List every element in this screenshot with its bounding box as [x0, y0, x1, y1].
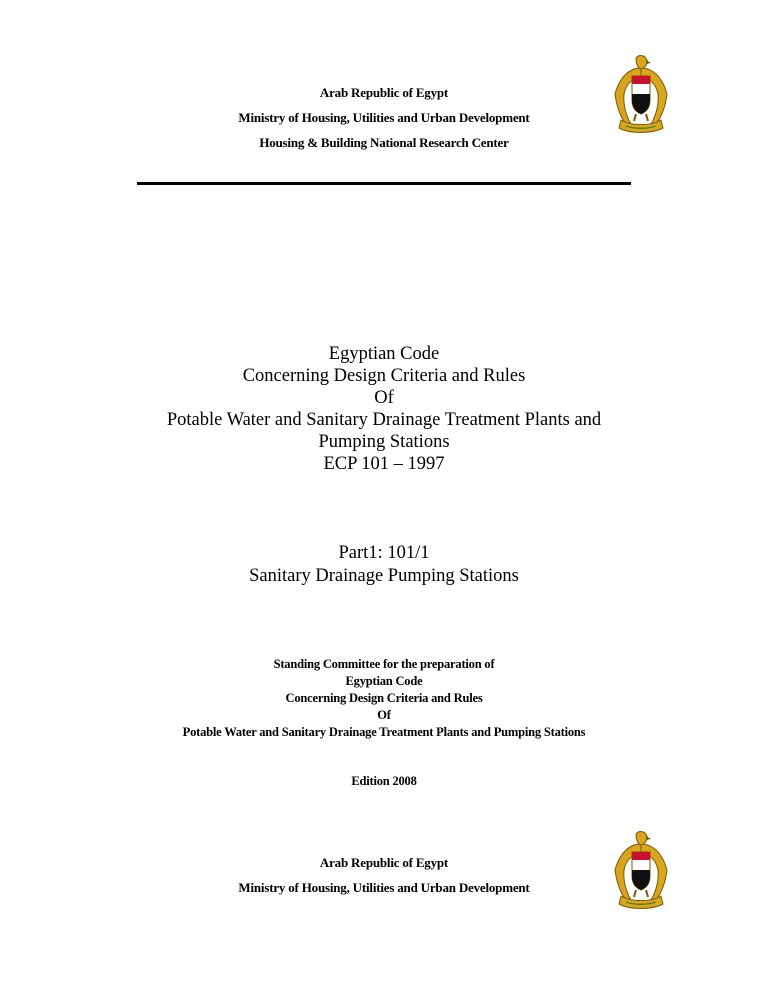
- footer-country: Arab Republic of Egypt: [319, 855, 449, 870]
- committee-line-1: Standing Committee for the preparation of: [273, 657, 495, 671]
- committee-line-4: Of: [377, 708, 391, 722]
- title-code-number: ECP 101 – 1997: [323, 454, 445, 474]
- eagle-emblem-footer-icon: [612, 830, 670, 912]
- title-of: Of: [374, 388, 394, 408]
- part-title: Sanitary Drainage Pumping Stations: [249, 566, 519, 586]
- header-center: Housing & Building National Research Center: [259, 135, 509, 150]
- committee-line-5: Potable Water and Sanitary Drainage Treatment Plants and Pumping Stations: [182, 725, 586, 739]
- committee-line-3: Concerning Design Criteria and Rules: [285, 691, 483, 705]
- title-pumping-stations: Pumping Stations: [318, 432, 450, 452]
- eagle-emblem-icon: [612, 54, 670, 136]
- edition-label: Edition 2008: [351, 774, 417, 788]
- header-divider: [137, 182, 631, 185]
- committee-line-2: Egyptian Code: [345, 674, 423, 688]
- header-country: Arab Republic of Egypt: [319, 85, 449, 100]
- title-egyptian-code: Egyptian Code: [328, 344, 440, 364]
- title-concerning: Concerning Design Criteria and Rules: [242, 366, 526, 386]
- title-potable-water: Potable Water and Sanitary Drainage Treatment Plants and: [166, 410, 602, 430]
- part-number: Part1: 101/1: [338, 543, 430, 563]
- header-ministry: Ministry of Housing, Utilities and Urban Development: [238, 110, 530, 125]
- footer-ministry: Ministry of Housing, Utilities and Urban Development: [238, 880, 530, 895]
